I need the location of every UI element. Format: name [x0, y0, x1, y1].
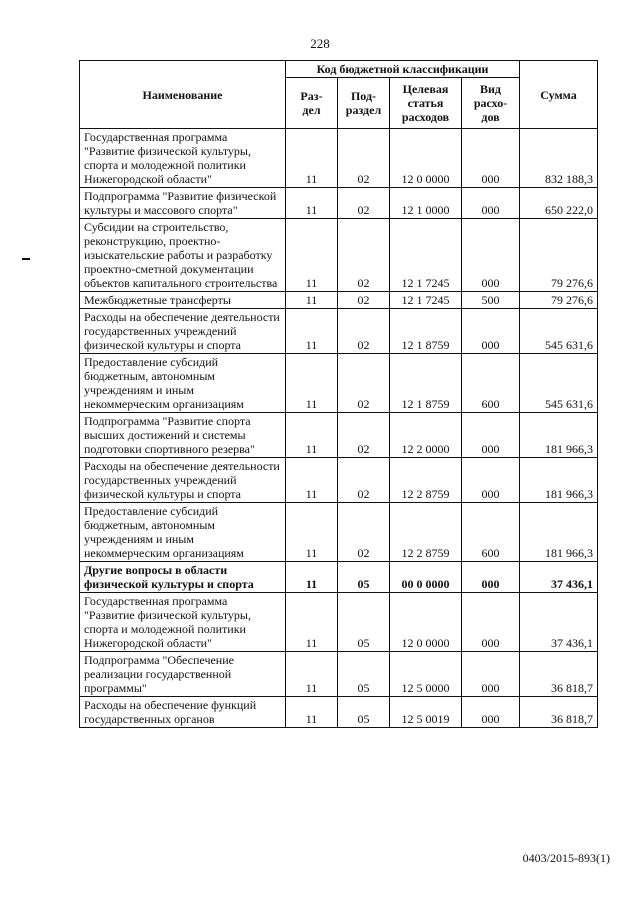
row-target-article: 12 2 8759: [390, 458, 462, 503]
row-razdel: 11: [286, 219, 338, 292]
row-name: Подпрограмма "Развитие спорта высших достижений и системы подготовки спортивного резерва": [80, 413, 286, 458]
row-name: Подпрограмма "Развитие физической культуры и массового спорта": [80, 188, 286, 219]
row-target-article: 12 0 0000: [390, 593, 462, 652]
row-podrazdel: 02: [338, 503, 390, 562]
table-row: [80, 309, 598, 354]
row-name: Подпрограмма "Обеспечение реализации государственной программы": [80, 652, 286, 697]
row-razdel: 11: [286, 413, 338, 458]
header-target-article-text: Целевая статья расходов: [401, 82, 450, 124]
row-target-article: 12 1 7245: [390, 219, 462, 292]
row-razdel: 11: [286, 188, 338, 219]
row-razdel: 11: [286, 354, 338, 413]
row-sum: 181 966,3: [520, 458, 598, 503]
row-target-article: 12 1 8759: [390, 309, 462, 354]
row-sum: 181 966,3: [520, 503, 598, 562]
row-sum: 79 276,6: [520, 292, 598, 309]
row-expense-type: 000: [462, 593, 520, 652]
header-classification-group: Код бюджетной классификации: [286, 61, 520, 78]
row-podrazdel: 05: [338, 652, 390, 697]
row-name: Другие вопросы в области физической культуры и спорта: [80, 562, 286, 593]
row-sum: 181 966,3: [520, 413, 598, 458]
row-podrazdel: 02: [338, 129, 390, 188]
row-razdel: 11: [286, 593, 338, 652]
row-razdel: 11: [286, 562, 338, 593]
row-sum: 37 436,1: [520, 593, 598, 652]
row-razdel: 11: [286, 292, 338, 309]
row-razdel: 11: [286, 652, 338, 697]
header-razdel: [286, 78, 338, 129]
row-razdel: 11: [286, 309, 338, 354]
row-sum: 37 436,1: [520, 562, 598, 593]
header-podrazdel: [338, 78, 390, 129]
table-row: [80, 413, 598, 458]
row-podrazdel: 05: [338, 593, 390, 652]
row-name: Государственная программа "Развитие физической культуры, спорта и молодежной политики Нижегородской области": [80, 593, 286, 652]
row-expense-type: 000: [462, 652, 520, 697]
row-podrazdel: 02: [338, 354, 390, 413]
table-row: [80, 458, 598, 503]
table-row: [80, 292, 598, 309]
row-razdel: 11: [286, 697, 338, 728]
table-row: [80, 129, 598, 188]
row-sum: 79 276,6: [520, 219, 598, 292]
row-podrazdel: 02: [338, 309, 390, 354]
row-podrazdel: 02: [338, 188, 390, 219]
row-target-article: 12 1 8759: [390, 354, 462, 413]
row-name: Государственная программа "Развитие физической культуры, спорта и молодежной политики Нижегородской области": [80, 129, 286, 188]
row-expense-type: 000: [462, 188, 520, 219]
row-target-article: 12 1 7245: [390, 292, 462, 309]
row-expense-type: 000: [462, 697, 520, 728]
row-sum: 36 818,7: [520, 697, 598, 728]
row-expense-type: 600: [462, 354, 520, 413]
page-number: 228: [310, 36, 330, 51]
row-target-article: 12 2 8759: [390, 503, 462, 562]
row-podrazdel: 02: [338, 413, 390, 458]
row-target-article: 00 0 0000: [390, 562, 462, 593]
table-row: [80, 652, 598, 697]
row-sum: 650 222,0: [520, 188, 598, 219]
table-row: [80, 593, 598, 652]
row-razdel: 11: [286, 129, 338, 188]
row-name: Расходы на обеспечение деятельности государственных учреждений физической культуры и спорта: [80, 309, 286, 354]
table-row: [80, 219, 598, 292]
row-name: Предоставление субсидий бюджетным, автономным учреждениям и иным некоммерческим организациям: [80, 503, 286, 562]
row-razdel: 11: [286, 458, 338, 503]
row-sum: 832 188,3: [520, 129, 598, 188]
row-name: Расходы на обеспечение функций государственных органов: [80, 697, 286, 728]
document-code: 0403/2015-893(1): [522, 851, 610, 865]
row-podrazdel: 02: [338, 292, 390, 309]
table-body: [80, 129, 598, 728]
row-podrazdel: 02: [338, 458, 390, 503]
table-row: [80, 697, 598, 728]
row-name: Субсидии на строительство, реконструкцию, проектно-изыскательские работы и разработку проектно-сметной документации объектов капитального строительства: [80, 219, 286, 292]
row-target-article: 12 1 0000: [390, 188, 462, 219]
row-podrazdel: 05: [338, 697, 390, 728]
row-sum: 545 631,6: [520, 309, 598, 354]
row-sum: 545 631,6: [520, 354, 598, 413]
row-expense-type: 000: [462, 219, 520, 292]
header-target-article: [390, 78, 462, 129]
row-target-article: 12 5 0000: [390, 652, 462, 697]
row-target-article: 12 2 0000: [390, 413, 462, 458]
row-expense-type: 000: [462, 309, 520, 354]
row-name: Межбюджетные трансферты: [80, 292, 286, 309]
header-podrazdel-text: Под- раздел: [345, 89, 382, 117]
row-name: Расходы на обеспечение деятельности государственных учреждений физической культуры и спорта: [80, 458, 286, 503]
table-row: [80, 354, 598, 413]
header-expense-type-text: Вид расхо- дов: [473, 82, 508, 124]
row-expense-type: 000: [462, 129, 520, 188]
header-name: Наименование: [80, 61, 286, 129]
table-row: [80, 562, 598, 593]
row-sum: 36 818,7: [520, 652, 598, 697]
row-expense-type: 600: [462, 503, 520, 562]
table-row: [80, 188, 598, 219]
table-row: [80, 503, 598, 562]
row-expense-type: 500: [462, 292, 520, 309]
header-sum: Сумма: [520, 61, 598, 129]
row-target-article: 12 5 0019: [390, 697, 462, 728]
margin-dash-mark: [22, 258, 30, 260]
header-razdel-text: Раз- дел: [300, 89, 323, 117]
row-target-article: 12 0 0000: [390, 129, 462, 188]
budget-table: [79, 60, 598, 728]
row-razdel: 11: [286, 503, 338, 562]
row-expense-type: 000: [462, 562, 520, 593]
row-expense-type: 000: [462, 458, 520, 503]
row-expense-type: 000: [462, 413, 520, 458]
row-name: Предоставление субсидий бюджетным, автономным учреждениям и иным некоммерческим организациям: [80, 354, 286, 413]
row-podrazdel: 02: [338, 219, 390, 292]
row-podrazdel: 05: [338, 562, 390, 593]
header-expense-type: [462, 78, 520, 129]
